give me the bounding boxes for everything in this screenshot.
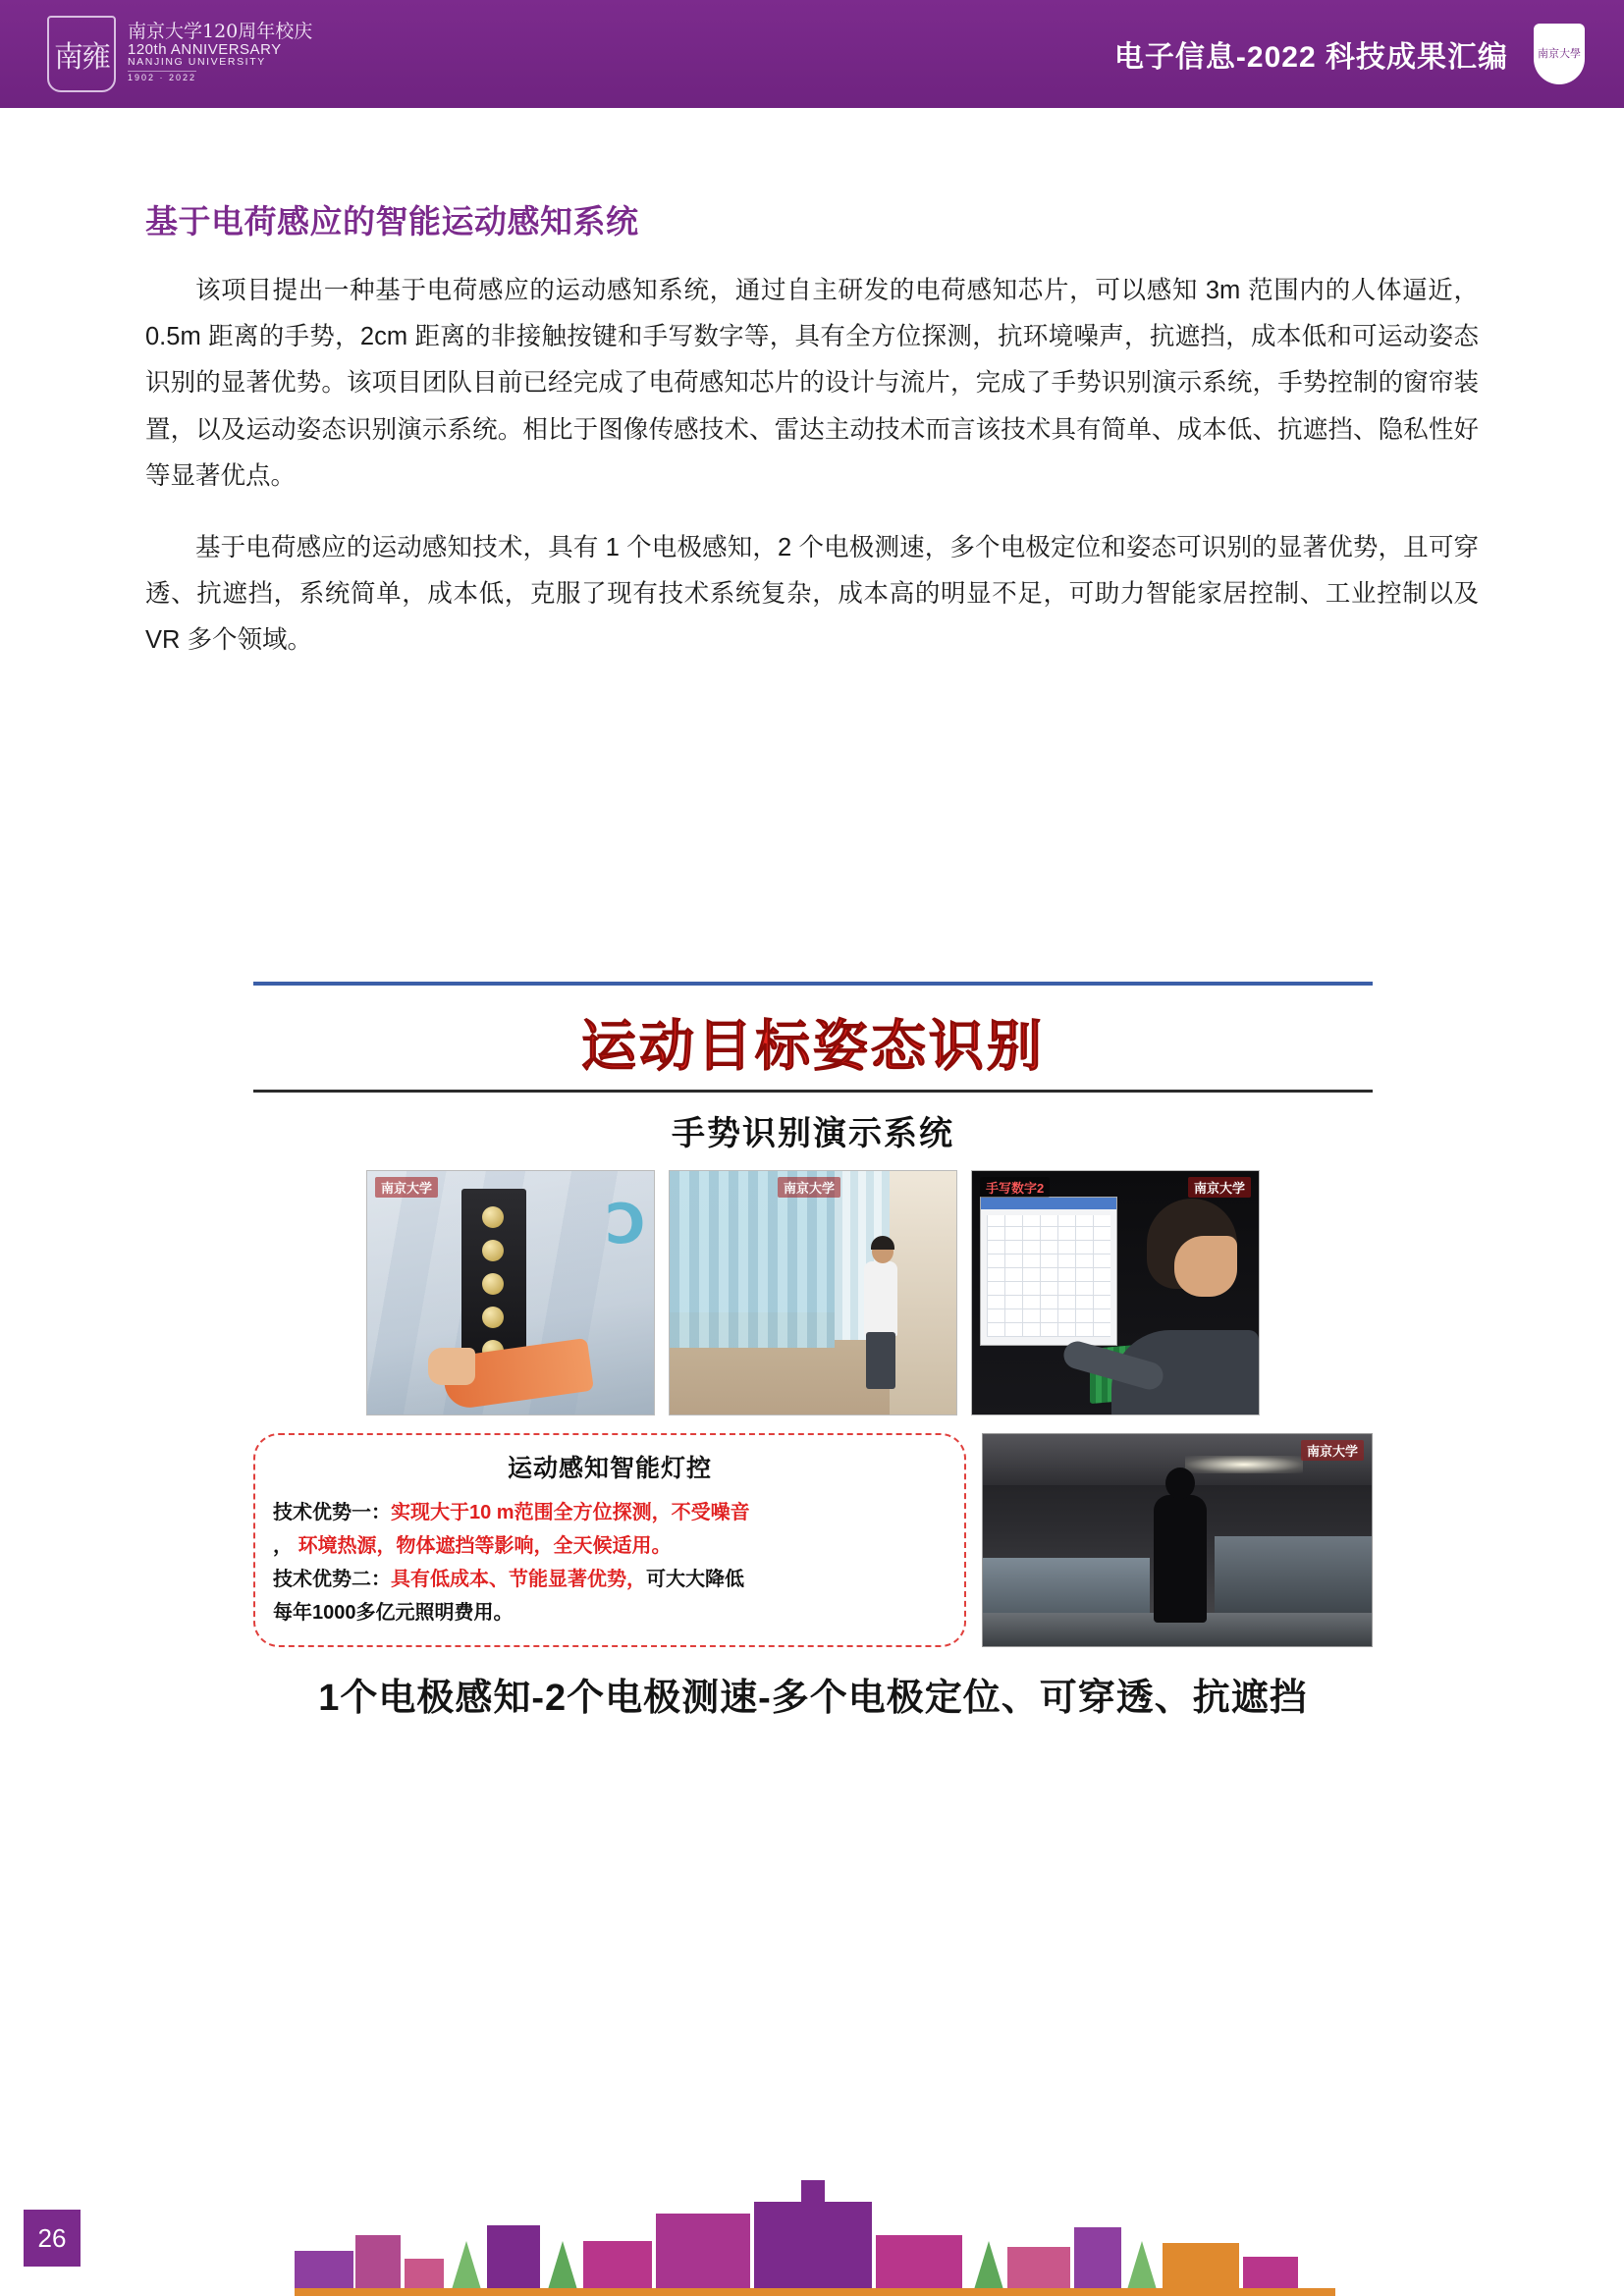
page-header bbox=[0, 0, 1624, 108]
curtain-shape bbox=[670, 1171, 835, 1348]
university-logo bbox=[47, 16, 312, 92]
panel-button-2 bbox=[482, 1240, 504, 1261]
skyline-tower bbox=[801, 2180, 825, 2296]
header-right-block bbox=[1114, 24, 1585, 84]
logo-years: 1902 · 2022 bbox=[128, 73, 197, 83]
advantage-2-highlight: 环境热源，物体遮挡等影响，全天候适用。 bbox=[298, 1535, 672, 1557]
page-footer bbox=[0, 2168, 1624, 2296]
advantage-3-tail: 可大大降低 bbox=[646, 1569, 744, 1590]
logo-text-block bbox=[128, 20, 313, 86]
person-body-shape bbox=[864, 1261, 897, 1336]
photo-lighting-room bbox=[982, 1433, 1373, 1647]
photo-watermark: 南京大学 bbox=[1188, 1177, 1251, 1198]
monitor-grid-shape bbox=[987, 1215, 1110, 1337]
logo-chinese-line: 南京大学120周年校庆 bbox=[128, 20, 313, 42]
skyline-decoration bbox=[295, 2180, 1335, 2296]
photo-gesture-button bbox=[366, 1170, 655, 1415]
advantages-title: 运动感知智能灯控 bbox=[507, 1455, 712, 1482]
shield-icon: 南京大學 bbox=[1534, 24, 1585, 84]
panel-button-1 bbox=[482, 1206, 504, 1228]
skyline-ground-line bbox=[295, 2288, 1335, 2296]
photo-watermark: 南京大学 bbox=[375, 1177, 438, 1198]
desk-shape-2 bbox=[1215, 1536, 1372, 1613]
figure-sub-title: 手势识别演示系统 bbox=[672, 1115, 954, 1152]
skyline-building bbox=[1074, 2227, 1121, 2296]
figure-block bbox=[253, 982, 1373, 1721]
photo-corridor-person bbox=[669, 1170, 957, 1415]
figure-footer-caption: 1个电极感知-2个电极测速-多个电极定位、可穿透、抗遮挡 bbox=[318, 1678, 1308, 1719]
skyline-building bbox=[487, 2225, 540, 2296]
figure-separator bbox=[253, 1090, 1373, 1093]
advantage-line-3 bbox=[273, 1563, 947, 1596]
wall-shape bbox=[890, 1171, 956, 1415]
skyline-building bbox=[355, 2235, 401, 2296]
advantage-2-prefix: ， bbox=[273, 1535, 298, 1557]
logo-english-anniversary: 120th ANNIVERSARY bbox=[128, 40, 282, 58]
lamp-glow-shape bbox=[1185, 1456, 1303, 1473]
page-content bbox=[0, 108, 1624, 664]
header-title: 电子信息-2022 科技成果汇编 bbox=[1113, 41, 1508, 74]
person-legs-shape bbox=[866, 1332, 895, 1389]
photo-handwriting-demo bbox=[971, 1170, 1260, 1415]
person-silhouette-head-shape bbox=[1165, 1468, 1195, 1499]
advantage-line-1 bbox=[273, 1496, 947, 1529]
figure-top-rule bbox=[253, 982, 1373, 986]
figure-bottom-panel bbox=[253, 1433, 1373, 1647]
person-silhouette-shape bbox=[1154, 1495, 1207, 1623]
skyline-building bbox=[876, 2235, 962, 2296]
figure-photo-row bbox=[253, 1170, 1373, 1415]
monitor-shape bbox=[980, 1197, 1117, 1346]
article-paragraph-2: 基于电荷感应的运动感知技术，具有 1 个电极感知，2 个电极测速，多个电极定位和姿态可识别的显著优势，且可穿透、抗遮挡，系统简单，成本低，克服了现有技术系统复杂，成本高的明显不足，可助力智能家居控制、工业控制以及 VR 多个领域。 bbox=[145, 533, 1479, 655]
advantage-line-2 bbox=[273, 1529, 947, 1563]
advantage-3-prefix: 技术优势二： bbox=[273, 1569, 391, 1590]
person-face-shape bbox=[1174, 1236, 1237, 1297]
article-paragraph-1: 该项目提出一种基于电荷感应的运动感知系统，通过自主研发的电荷感知芯片，可以感知 3m 范围内的人体逼近，0.5m 距离的手势，2cm 距离的非接触按键和手写数字等，具有全方位探测，抗环境噪声，抗遮挡，成本低和可运动姿态识别的显著优势。该项目团队目前已经完成了电荷感知芯片的设计与流片，完成了手势识别演示系统，手势控制的窗帘装置，以及运动姿态识别演示系统。相比于图像传感技术、雷达主动技术而言该技术具有简单、成本低、抗遮挡、隐私性好等显著优点。 bbox=[145, 277, 1479, 490]
advantages-box bbox=[253, 1433, 966, 1647]
page-number-badge: 26 bbox=[24, 2210, 81, 2267]
panel-button-4 bbox=[482, 1307, 504, 1328]
monitor-titlebar-shape bbox=[981, 1198, 1116, 1209]
advantage-1-highlight: 实现大于10 m范围全方位探测，不受噪音 bbox=[391, 1502, 750, 1523]
desk-shape-1 bbox=[983, 1558, 1150, 1621]
panel-button-3 bbox=[482, 1273, 504, 1295]
advantage-3-highlight: 具有低成本、节能显著优势， bbox=[391, 1569, 646, 1590]
advantage-1-prefix: 技术优势一： bbox=[273, 1502, 391, 1523]
logo-emblem-icon: 南雍 bbox=[47, 16, 116, 92]
advantage-line-4 bbox=[273, 1596, 947, 1629]
photo-watermark: 南京大学 bbox=[1301, 1440, 1364, 1461]
photo-overlay-caption: 手写数字2 bbox=[980, 1177, 1050, 1198]
decorative-logo-shape: Ɔ bbox=[605, 1193, 646, 1256]
photo-watermark: 南京大学 bbox=[778, 1177, 840, 1198]
advantage-4-tail: 每年1000多亿元照明费用。 bbox=[273, 1602, 514, 1624]
article-title: 基于电荷感应的智能运动感知系统 bbox=[145, 203, 639, 240]
hand-shape bbox=[428, 1348, 475, 1385]
logo-english-university: NANJING UNIVERSITY bbox=[128, 56, 266, 69]
figure-main-title: 运动目标姿态识别 bbox=[581, 1015, 1045, 1079]
skyline-building bbox=[656, 2214, 750, 2296]
